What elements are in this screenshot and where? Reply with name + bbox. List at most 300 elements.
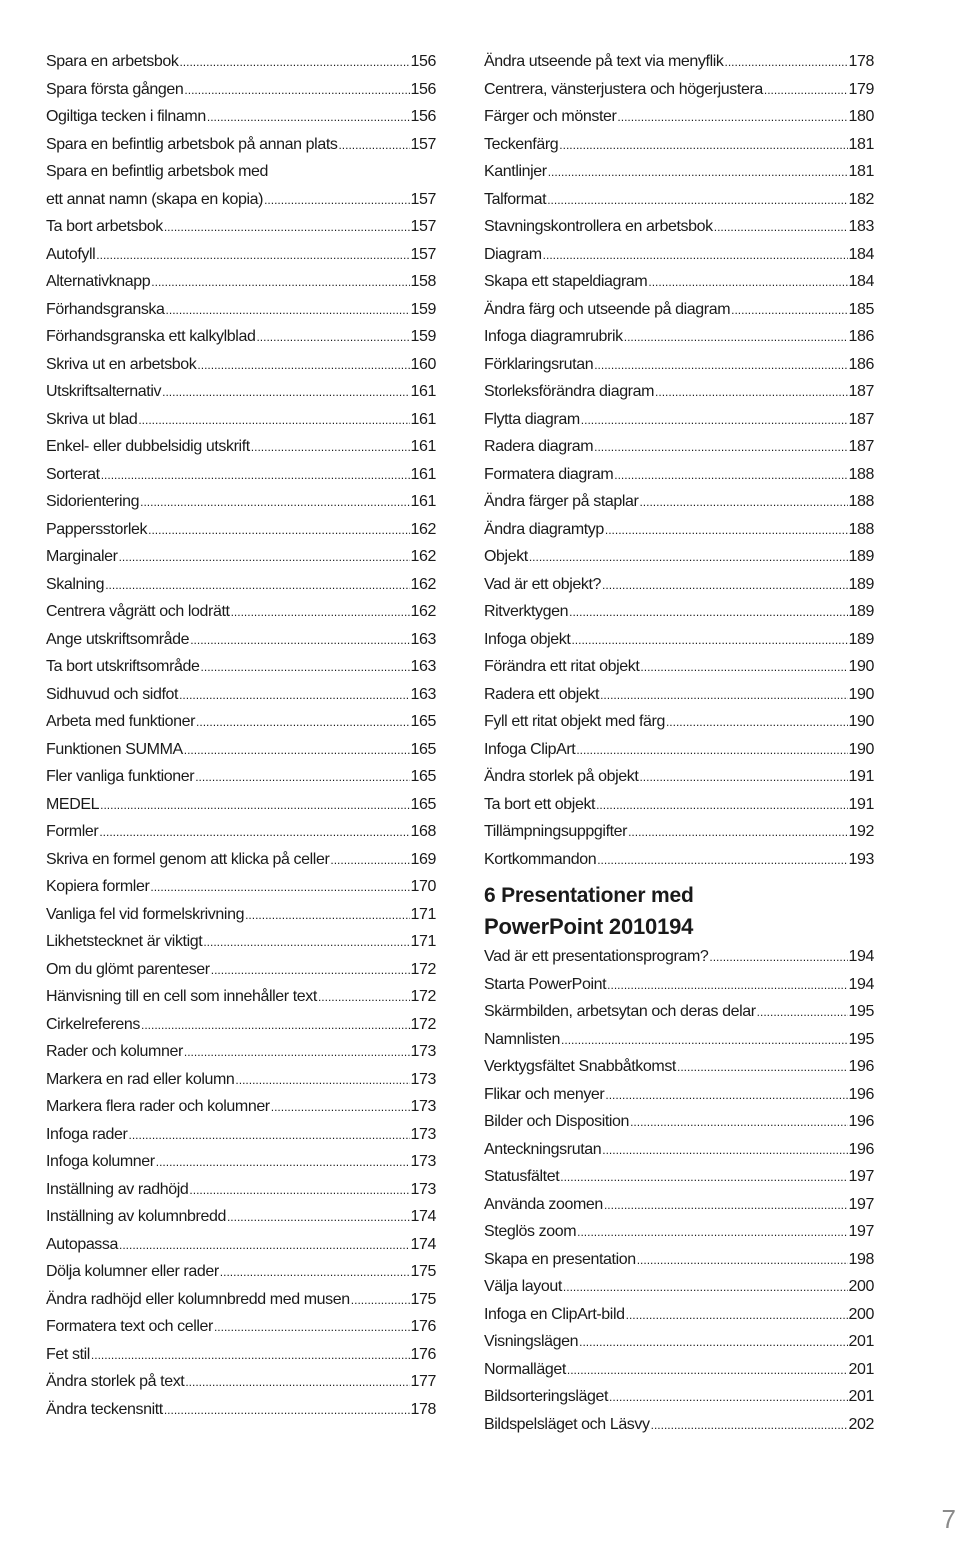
toc-entry	[46, 1313, 436, 1341]
toc-entry	[46, 653, 436, 681]
toc-entry	[46, 1203, 436, 1231]
page-number: 7	[941, 1504, 956, 1534]
dot-leader	[543, 241, 848, 270]
toc-entry-page: 187	[848, 410, 874, 428]
toc-entry-title: Statusfältet	[484, 1168, 560, 1185]
toc-entry-page: 173	[410, 1153, 436, 1170]
toc-entry-page: 165	[410, 740, 436, 758]
toc-entry-page: 189	[848, 630, 874, 648]
toc-entry	[484, 1246, 874, 1274]
toc-entry-title: Centrera vågrätt och lodrätt	[46, 603, 230, 620]
dot-leader	[264, 186, 409, 215]
toc-entry-page: 189	[848, 575, 874, 593]
dot-leader	[579, 1328, 847, 1357]
toc-entry-title: Ändra storlek på text	[46, 1373, 185, 1390]
toc-entry	[484, 378, 874, 406]
toc-entry-page: 177	[410, 1373, 436, 1390]
toc-entry-page: 198	[848, 1250, 874, 1268]
toc-entry-page: 190	[848, 740, 874, 758]
toc-entry-title: Infoga kolumner	[46, 1153, 155, 1170]
toc-entry	[484, 1163, 874, 1191]
toc-entry-title: Ändra utseende på text via menyflik	[484, 53, 724, 70]
toc-entry	[484, 406, 874, 434]
toc-entry-title: Välja layout	[484, 1278, 562, 1295]
dot-leader	[318, 983, 410, 1012]
toc-entry-page: 188	[848, 493, 874, 510]
dot-leader	[655, 378, 847, 407]
toc-entry-page: 186	[848, 328, 874, 345]
toc-entry	[46, 186, 436, 214]
toc-entry-title: Flytta diagram	[484, 410, 580, 428]
toc-entry-page: 160	[410, 355, 436, 373]
toc-entry-page: 165	[410, 713, 436, 730]
toc-entry	[46, 323, 436, 351]
dot-leader	[630, 1108, 847, 1137]
dot-leader	[714, 213, 848, 242]
toc-left-column	[46, 48, 436, 1423]
dot-leader	[197, 351, 409, 380]
dot-leader	[600, 681, 847, 710]
toc-entry-title: Radera diagram	[484, 438, 594, 455]
dot-leader	[651, 1411, 848, 1440]
toc-entry-page: 188	[848, 465, 874, 483]
dot-leader	[251, 433, 410, 462]
toc-entry-page: 172	[410, 1015, 436, 1033]
toc-entry-title: Ta bort ett objekt	[484, 795, 596, 813]
toc-entry-title: Cirkelreferens	[46, 1015, 140, 1033]
toc-entry	[46, 1176, 436, 1204]
dot-leader	[548, 158, 848, 187]
toc-entry	[46, 76, 436, 104]
toc-entry-page: 165	[410, 795, 436, 813]
toc-entry	[46, 1341, 436, 1369]
toc-entry-page: 156	[410, 80, 436, 98]
toc-entry-page: 192	[848, 823, 874, 840]
toc-entry	[484, 213, 874, 241]
dot-leader	[196, 708, 409, 737]
toc-entry	[484, 158, 874, 186]
toc-entry-title: Kortkommandon	[484, 850, 597, 868]
toc-entry	[46, 791, 436, 819]
toc-entry	[484, 763, 874, 791]
toc-entry	[46, 378, 436, 406]
dot-leader	[581, 406, 848, 435]
toc-entry	[484, 736, 874, 764]
toc-entry	[484, 1191, 874, 1219]
dot-leader	[162, 378, 409, 407]
dot-leader	[594, 351, 847, 380]
toc-entry-page: 187	[848, 438, 874, 455]
toc-entry	[484, 351, 874, 379]
dot-leader	[101, 461, 410, 490]
dot-leader	[184, 1038, 410, 1067]
toc-entry-page: 162	[410, 575, 436, 593]
toc-entry-title: Normalläget	[484, 1360, 566, 1378]
toc-entry-title: Pappersstorlek	[46, 520, 148, 538]
toc-entry	[484, 681, 874, 709]
toc-entry-page: 184	[848, 273, 874, 290]
toc-entry-title: Spara en befintlig arbetsbok med	[46, 163, 269, 180]
toc-entry	[484, 1136, 874, 1164]
toc-entry-page: 194	[848, 975, 874, 993]
toc-entry	[46, 1038, 436, 1066]
toc-entry-page: 173	[410, 1043, 436, 1060]
toc-entry-page: 189	[848, 603, 874, 620]
toc-entry-title: Förändra ett ritat objekt	[484, 658, 640, 675]
toc-entry	[484, 998, 874, 1026]
toc-entry-title: Ändra färg och utseende på diagram	[484, 300, 731, 318]
toc-entry-title: Inställning av kolumnbredd	[46, 1208, 226, 1225]
toc-entry	[484, 571, 874, 599]
dot-leader	[220, 1258, 410, 1287]
toc-entry-title: Förhandsgranska	[46, 300, 165, 318]
toc-entry-title: Ändra diagramtyp	[484, 520, 604, 538]
toc-entry-title: Vad är ett presentationsprogram?	[484, 948, 709, 965]
dot-leader	[576, 736, 847, 765]
toc-entry-page: 194	[848, 948, 874, 965]
toc-entry-title: Skärmbilden, arbetsytan och deras delar	[484, 1003, 756, 1020]
toc-entry	[484, 653, 874, 681]
dot-leader	[179, 48, 409, 77]
dot-leader	[639, 488, 847, 517]
dot-leader	[245, 901, 409, 930]
toc-entry	[46, 598, 436, 626]
toc-entry	[46, 1093, 436, 1121]
dot-leader	[211, 956, 410, 985]
dot-leader	[156, 1148, 410, 1177]
toc-entry	[46, 158, 436, 186]
toc-entry-title: Objekt	[484, 548, 528, 565]
toc-entry-page: 157	[410, 245, 436, 263]
toc-entry-title: Skriva ut en arbetsbok	[46, 355, 197, 373]
toc-entry	[46, 1148, 436, 1176]
toc-entry	[484, 241, 874, 269]
toc-entry-title: Vad är ett objekt?	[484, 575, 602, 593]
toc-entry-page: 163	[410, 685, 436, 703]
toc-entry-page: 173	[410, 1098, 436, 1115]
toc-entry	[46, 543, 436, 571]
toc-entry-title: Infoga objekt	[484, 630, 571, 648]
toc-entry	[484, 943, 874, 971]
toc-entry-page: 169	[410, 850, 436, 868]
toc-entry-page: 162	[410, 520, 436, 538]
toc-entry-title: Formatera text och celler	[46, 1318, 213, 1335]
toc-entry-title: Fet stil	[46, 1345, 90, 1363]
toc-entry-title: Flikar och menyer	[484, 1085, 605, 1103]
dot-leader	[105, 571, 409, 600]
toc-entry-title: Vanliga fel vid formelskrivning	[46, 905, 245, 923]
toc-entry-page: 173	[410, 1125, 436, 1143]
toc-entry	[484, 103, 874, 131]
toc-entry-title: Tillämpningsuppgifter	[484, 823, 628, 840]
toc-entry-title: Ändra teckensnitt	[46, 1400, 163, 1418]
toc-entry-page: 196	[848, 1058, 874, 1075]
toc-entry	[484, 543, 874, 571]
dot-leader	[91, 1341, 410, 1370]
toc-entry-page: 190	[848, 658, 874, 675]
dot-leader	[709, 943, 847, 972]
toc-entry-title: Diagram	[484, 245, 542, 263]
toc-entry-title: Starta PowerPoint	[484, 975, 607, 993]
dot-leader	[166, 296, 410, 325]
toc-entry-title: Funktionen SUMMA	[46, 740, 183, 758]
toc-entry	[46, 406, 436, 434]
toc-entry-page: 197	[848, 1168, 874, 1185]
toc-entry-page: 182	[848, 190, 874, 208]
toc-entry	[484, 131, 874, 159]
toc-entry-title: Ritverktygen	[484, 603, 569, 620]
toc-entry-title: Alternativknapp	[46, 273, 151, 290]
toc-entry	[46, 763, 436, 791]
toc-entry-page: 175	[410, 1263, 436, 1280]
dot-leader	[571, 626, 847, 655]
toc-entry-page: 196	[848, 1113, 874, 1130]
dot-leader	[100, 791, 409, 820]
toc-entry-page: 181	[848, 135, 874, 153]
toc-entry-title: Skapa en presentation	[484, 1250, 636, 1268]
toc-entry	[484, 598, 874, 626]
dot-leader	[529, 543, 848, 572]
toc-entry	[484, 1328, 874, 1356]
toc-entry-title: Ändra radhöjd eller kolumnbredd med musen	[46, 1290, 350, 1308]
toc-entry	[484, 1218, 874, 1246]
toc-entry-title: Ange utskriftsområde	[46, 630, 190, 648]
toc-entry-page: 200	[848, 1305, 874, 1323]
dot-leader	[214, 1313, 410, 1342]
toc-entry	[484, 1108, 874, 1136]
toc-entry-page: 170	[410, 878, 436, 895]
toc-entry-title: Färger och mönster	[484, 108, 617, 125]
toc-entry-title: Autopassa	[46, 1235, 119, 1253]
dot-leader	[128, 1121, 409, 1150]
dot-leader	[119, 1231, 409, 1260]
toc-entry	[484, 1383, 874, 1411]
dot-leader	[594, 433, 847, 462]
toc-entry-title: Spara första gången	[46, 80, 184, 98]
toc-entry	[484, 1356, 874, 1384]
toc-entry	[46, 626, 436, 654]
toc-entry-page: 156	[410, 108, 436, 125]
toc-entry-title: Stavningskontrollera en arbetsbok	[484, 218, 713, 235]
toc-right-bottom-list	[484, 943, 874, 1438]
toc-entry	[46, 708, 436, 736]
dot-leader	[614, 461, 847, 490]
toc-entry-title: Hänvisning till en cell som innehåller text	[46, 988, 317, 1005]
toc-entry-title: Om du glömt parenteser	[46, 960, 210, 978]
dot-leader	[330, 846, 409, 875]
toc-entry-title: Bildspelsläget och Läsvy	[484, 1415, 650, 1433]
toc-entry	[484, 791, 874, 819]
toc-entry	[484, 1273, 874, 1301]
toc-entry-title: Kopiera formler	[46, 878, 150, 895]
dot-leader	[559, 131, 847, 160]
toc-entry-page: 181	[848, 163, 874, 180]
toc-entry-page: 173	[410, 1180, 436, 1198]
toc-entry	[46, 351, 436, 379]
toc-entry-page: 176	[410, 1345, 436, 1363]
toc-entry-title: Kantlinjer	[484, 163, 547, 180]
dot-leader	[602, 1136, 847, 1165]
dot-leader	[203, 928, 409, 957]
toc-entry-page: 179	[848, 80, 874, 98]
toc-entry-page: 163	[410, 658, 436, 675]
toc-entry	[484, 48, 874, 76]
toc-entry-title: Använda zoomen	[484, 1195, 603, 1213]
toc-entry	[484, 461, 874, 489]
toc-entry-title: Bilder och Disposition	[484, 1113, 630, 1130]
toc-entry-title: Spara en arbetsbok	[46, 53, 179, 70]
toc-entry-page: 185	[848, 300, 874, 318]
toc-entry	[46, 681, 436, 709]
toc-entry-page: 174	[410, 1235, 436, 1253]
toc-entry	[46, 1011, 436, 1039]
toc-entry-title: Infoga ClipArt	[484, 740, 576, 758]
dot-leader	[605, 516, 848, 545]
dot-leader	[227, 1203, 410, 1232]
toc-entry	[484, 1053, 874, 1081]
dot-leader	[351, 1286, 410, 1315]
toc-entry-page: 174	[410, 1208, 436, 1225]
toc-entry-title: Bildsorteringsläget	[484, 1388, 609, 1405]
toc-entry-title: Markera flera rader och kolumner	[46, 1098, 270, 1115]
toc-entry	[46, 956, 436, 984]
toc-entry-title: Ta bort arbetsbok	[46, 218, 163, 235]
dot-leader	[677, 1053, 848, 1082]
toc-entry-title: Förhandsgranska ett kalkylblad	[46, 328, 256, 345]
toc-entry-title: Dölja kolumner eller rader	[46, 1263, 219, 1280]
toc-entry-title: Utskriftsalternativ	[46, 383, 162, 400]
toc-entry-title: Fyll ett ritat objekt med färg	[484, 713, 665, 730]
toc-entry-title: Talformat	[484, 190, 547, 208]
toc-entry-title: Likhetstecknet är viktigt	[46, 933, 203, 950]
toc-entry	[484, 708, 874, 736]
dot-leader	[624, 323, 848, 352]
toc-entry-title: ett annat namn (skapa en kopia)	[46, 190, 264, 208]
toc-entry-page: 172	[410, 988, 436, 1005]
toc-entry	[46, 516, 436, 544]
toc-entry	[484, 186, 874, 214]
dot-leader	[207, 103, 410, 132]
toc-entry-title: Skriva ut blad	[46, 410, 138, 428]
dot-leader	[597, 846, 847, 875]
toc-entry-page: 157	[410, 190, 436, 208]
toc-entry	[484, 1411, 874, 1439]
toc-entry-page: 161	[410, 465, 436, 483]
dot-leader	[164, 213, 410, 242]
toc-entry-title: Sidhuvud och sidfot	[46, 685, 179, 703]
toc-entry	[484, 1026, 874, 1054]
toc-entry	[46, 433, 436, 461]
toc-entry-title: Formatera diagram	[484, 465, 614, 483]
toc-entry	[484, 626, 874, 654]
toc-entry-title: Rader och kolumner	[46, 1043, 183, 1060]
toc-entry	[484, 268, 874, 296]
chapter-heading-line1: 6 Presentationer med	[484, 884, 694, 907]
chapter-page-number: 194	[657, 914, 694, 939]
toc-entry-title: Infoga diagramrubrik	[484, 328, 623, 345]
dot-leader	[609, 1383, 847, 1412]
dot-leader	[148, 516, 409, 545]
toc-entry-title: Ändra färger på staplar	[484, 493, 639, 510]
toc-entry	[46, 846, 436, 874]
dot-leader	[184, 76, 409, 105]
toc-entry-title: Sidorientering	[46, 493, 140, 510]
toc-entry-page: 157	[410, 135, 436, 153]
toc-entry-page: 195	[848, 1030, 874, 1048]
toc-entry-title: Radera ett objekt	[484, 685, 600, 703]
dot-leader	[757, 998, 848, 1027]
toc-entry	[46, 1121, 436, 1149]
toc-entry-title: Marginaler	[46, 548, 118, 565]
dot-leader	[666, 708, 848, 737]
toc-entry-page: 202	[848, 1415, 874, 1433]
toc-entry	[484, 516, 874, 544]
toc-entry-page: 176	[410, 1318, 436, 1335]
dot-leader	[724, 48, 847, 77]
toc-entry-page: 188	[848, 520, 874, 538]
toc-entry-page: 186	[848, 355, 874, 373]
toc-entry-title: Storleksförändra diagram	[484, 383, 655, 400]
toc-entry	[46, 296, 436, 324]
toc-entry-title: MEDEL	[46, 795, 100, 813]
toc-entry	[46, 1066, 436, 1094]
chapter-heading	[484, 881, 874, 943]
toc-entry	[46, 818, 436, 846]
toc-entry	[484, 818, 874, 846]
dot-leader	[577, 1218, 847, 1247]
toc-entry-title: Spara en befintlig arbetsbok på annan plats	[46, 135, 338, 153]
toc-entry-page: 200	[848, 1278, 874, 1295]
dot-leader	[605, 1081, 847, 1110]
toc-entry	[484, 76, 874, 104]
dot-leader	[731, 296, 847, 325]
dot-leader	[195, 763, 409, 792]
toc-entry-title: Autofyll	[46, 245, 96, 263]
toc-entry-page: 180	[848, 108, 874, 125]
toc-entry-title: Skapa ett stapeldiagram	[484, 273, 648, 290]
dot-leader	[617, 103, 847, 132]
dot-leader	[140, 488, 409, 517]
toc-entry	[46, 736, 436, 764]
toc-entry-title: Teckenfärg	[484, 135, 559, 153]
toc-entry-page: 178	[848, 53, 874, 70]
dot-leader	[604, 1191, 848, 1220]
toc-entry-page: 193	[848, 850, 874, 868]
dot-leader	[179, 681, 409, 710]
toc-entry-title: Sorterat	[46, 465, 100, 483]
toc-entry-page: 184	[848, 245, 874, 263]
dot-leader	[185, 1368, 409, 1397]
dot-leader	[626, 1301, 848, 1330]
toc-entry	[46, 131, 436, 159]
chapter-heading-line2	[484, 911, 874, 943]
toc-entry	[484, 971, 874, 999]
toc-entry	[484, 1301, 874, 1329]
toc-entry-title: Markera en rad eller kolumn	[46, 1070, 235, 1088]
toc-entry-page: 173	[410, 1070, 436, 1088]
toc-entry-title: Skriva en formel genom att klicka på celler	[46, 850, 330, 868]
toc-entry-title: Formler	[46, 823, 99, 840]
toc-entry-page: 201	[848, 1333, 874, 1350]
toc-entry-page: 201	[848, 1360, 874, 1378]
toc-entry	[46, 901, 436, 929]
dot-leader	[640, 653, 847, 682]
toc-entry	[46, 928, 436, 956]
dot-leader	[628, 818, 847, 847]
dot-leader	[138, 406, 409, 435]
dot-leader	[561, 1026, 847, 1055]
dot-leader	[648, 268, 847, 297]
